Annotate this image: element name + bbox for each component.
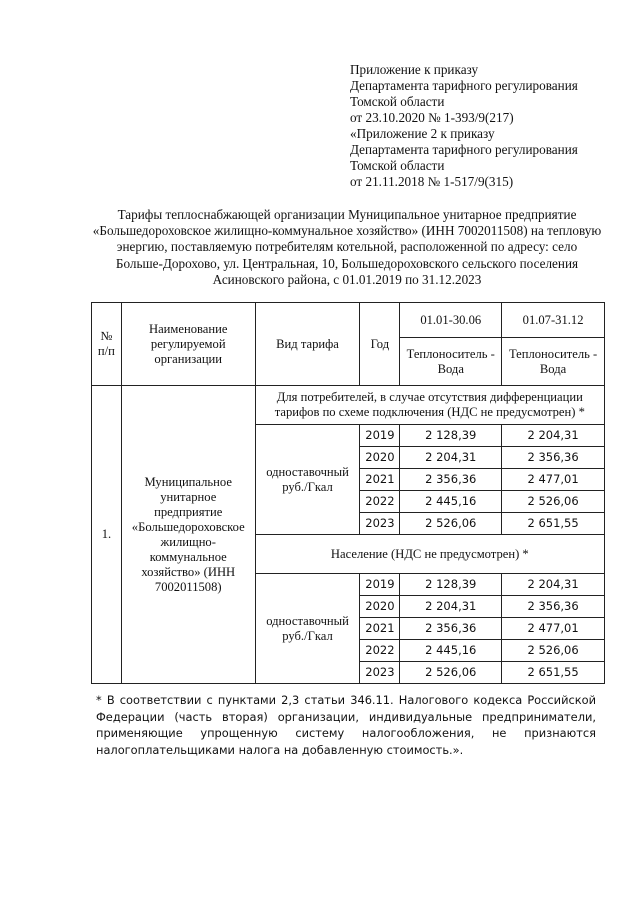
year-cell: 2023 [360, 513, 400, 535]
footnote: * В соответствии с пунктами 2,3 статьи 346.11. Налогового кодекса Российской Федерации (часть вторая) организации, индивидуальные предприниматели, применяющие упрощенную систему налогообложения, не признаются налогоплательщиками налога на добавленную стоимость.». [96, 693, 596, 757]
tariff-type: одноставочный руб./Гкал [255, 425, 360, 535]
tariff-value-h2: 2 651,55 [502, 662, 605, 684]
tariff-table [91, 302, 605, 684]
tariff-value-h2: 2 204,31 [502, 574, 605, 596]
header-line: Департамента тарифного регулирования [350, 78, 578, 93]
year-cell: 2020 [360, 596, 400, 618]
tariff-value-h2: 2 477,01 [502, 469, 605, 491]
tariff-value-h1: 2 128,39 [400, 425, 502, 447]
tariff-value-h2: 2 651,55 [502, 513, 605, 535]
tariff-value-h1: 2 356,36 [400, 618, 502, 640]
year-cell: 2021 [360, 469, 400, 491]
tariff-value-h1: 2 204,31 [400, 447, 502, 469]
header-tariff-type: Вид тарифа [255, 303, 360, 386]
tariff-value-h1: 2 128,39 [400, 574, 502, 596]
year-cell: 2022 [360, 491, 400, 513]
tariff-value-h2: 2 356,36 [502, 596, 605, 618]
year-cell: 2019 [360, 425, 400, 447]
tariff-value-h1: 2 445,16 [400, 640, 502, 662]
header-number: № п/п [92, 303, 122, 386]
tariff-value-h2: 2 477,01 [502, 618, 605, 640]
header-line: от 21.11.2018 № 1-517/9(315) [350, 174, 514, 189]
tariff-type: одноставочный руб./Гкал [255, 574, 360, 684]
group-title: Население (НДС не предусмотрен) * [255, 535, 604, 574]
year-cell: 2019 [360, 574, 400, 596]
year-cell: 2020 [360, 447, 400, 469]
tariff-value-h2: 2 526,06 [502, 491, 605, 513]
header-line: Приложение к приказу [350, 62, 479, 77]
header-line: Департамента тарифного регулирования [350, 142, 578, 157]
tariff-value-h2: 2 204,31 [502, 425, 605, 447]
document-title: Тарифы теплоснабжающей организации Муниципальное унитарное предприятие «Большедороховское жилищно-коммунальное хозяйство» (ИНН 7002011508) на тепловую энергию, поставляемую потребителям котельной, расположенной по адресу: село Больше-Дорохово, ул. Центральная, 10, Большедороховского сельского поселения Асиновского района, с 01.01.2019 по 31.12.2023 [92, 207, 602, 287]
header-year: Год [360, 303, 400, 386]
year-cell: 2022 [360, 640, 400, 662]
header-carrier-1: Теплоноситель - Вода [400, 338, 502, 386]
year-cell: 2021 [360, 618, 400, 640]
tariff-value-h1: 2 204,31 [400, 596, 502, 618]
tariff-value-h1: 2 445,16 [400, 491, 502, 513]
header-line: Томской области [350, 158, 445, 173]
header-period-2: 01.07-31.12 [502, 303, 605, 338]
tariff-value-h1: 2 526,06 [400, 513, 502, 535]
row-number: 1. [92, 386, 122, 684]
header-line: от 23.10.2020 № 1-393/9(217) [350, 110, 514, 125]
header-line: Томской области [350, 94, 445, 109]
year-cell: 2023 [360, 662, 400, 684]
group-title: Для потребителей, в случае отсутствия дифференциации тарифов по схеме подключения (НДС не предусмотрен) * [255, 386, 604, 425]
header-carrier-2: Теплоноситель - Вода [502, 338, 605, 386]
order-appendix-header [350, 62, 578, 190]
header-period-1: 01.01-30.06 [400, 303, 502, 338]
tariff-value-h1: 2 526,06 [400, 662, 502, 684]
header-line: «Приложение 2 к приказу [350, 126, 495, 141]
header-organization: Наименование регулируемой организации [121, 303, 255, 386]
tariff-value-h1: 2 356,36 [400, 469, 502, 491]
tariff-value-h2: 2 526,06 [502, 640, 605, 662]
organization-name: Муниципальное унитарное предприятие «Большедороховское жилищно-коммунальное хозяйство» (ИНН 7002011508) [121, 386, 255, 684]
tariff-value-h2: 2 356,36 [502, 447, 605, 469]
